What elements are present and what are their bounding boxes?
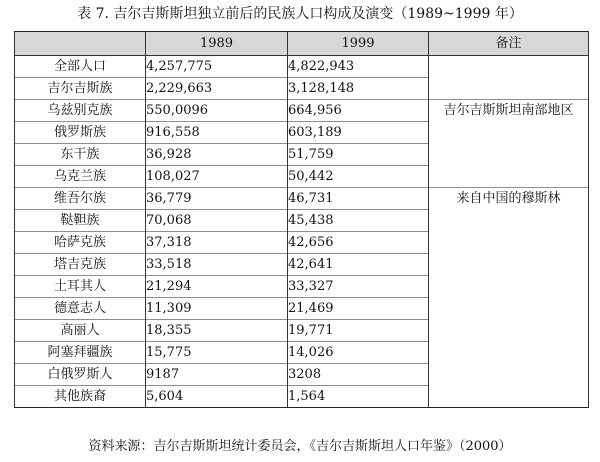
table-row [15,78,589,100]
ethnic-group-name: 乌兹别克族 [15,100,146,122]
population-1999: 45,438 [288,210,429,232]
population-1999: 3208 [288,364,429,386]
population-1989: 21,294 [146,276,288,298]
ethnic-group-name: 维吾尔族 [15,188,146,210]
population-1999: 664,956 [288,100,429,122]
population-1989: 916,558 [146,122,288,144]
note-cell: 吉尔吉斯斯坦南部地区 [429,100,589,122]
population-1989: 550,0096 [146,100,288,122]
ethnic-group-name: 土耳其人 [15,276,146,298]
population-1999: 603,189 [288,122,429,144]
note-cell [429,320,589,342]
table-row [15,122,589,144]
population-1989: 11,309 [146,298,288,320]
ethnic-group-name: 其他族裔 [15,386,146,408]
note-cell [429,276,589,298]
population-1999: 46,731 [288,188,429,210]
note-cell [429,232,589,254]
ethnic-group-name: 乌克兰族 [15,166,146,188]
source-note: 资料来源：吉尔吉斯斯坦统计委员会，《吉尔吉斯斯坦人口年鉴》（2000） [88,439,512,454]
note-cell [429,166,589,188]
table-row [15,188,589,210]
population-1989: 37,318 [146,232,288,254]
table-header [15,32,589,56]
header-row [15,32,589,56]
table-row [15,298,589,320]
note-cell [429,144,589,166]
table-row [15,100,589,122]
note-cell [429,78,589,100]
header-ethnicity [15,32,146,56]
table-row [15,276,589,298]
table-row [15,254,589,276]
population-table [14,31,589,408]
population-1989: 4,257,775 [146,56,288,78]
population-1999: 50,442 [288,166,429,188]
population-1999: 33,327 [288,276,429,298]
population-1989: 33,518 [146,254,288,276]
header-1989: 1989 [146,32,288,56]
note-cell [429,122,589,144]
note-cell [429,342,589,364]
table-caption: 表 7. 吉尔吉斯斯坦独立前后的民族人口构成及演变（1989~1999 年） [77,6,523,22]
ethnic-group-name: 塔吉克族 [15,254,146,276]
population-1999: 14,026 [288,342,429,364]
note-cell [429,254,589,276]
population-1989: 36,779 [146,188,288,210]
population-1989: 36,928 [146,144,288,166]
population-1999: 51,759 [288,144,429,166]
table-row [15,166,589,188]
ethnic-group-name: 白俄罗斯人 [15,364,146,386]
population-1999: 19,771 [288,320,429,342]
table-row [15,232,589,254]
table-row [15,342,589,364]
population-1989: 5,604 [146,386,288,408]
note-cell [429,386,589,408]
population-1999: 3,128,148 [288,78,429,100]
header-note: 备注 [429,32,589,56]
note-cell [429,298,589,320]
table-row [15,320,589,342]
ethnic-group-name: 东干族 [15,144,146,166]
header-1999: 1999 [288,32,429,56]
population-1989: 70,068 [146,210,288,232]
table-row [15,364,589,386]
table-row [15,144,589,166]
ethnic-group-name: 全部人口 [15,56,146,78]
population-1999: 42,641 [288,254,429,276]
note-cell [429,364,589,386]
ethnic-group-name: 高丽人 [15,320,146,342]
ethnic-group-name: 吉尔吉斯族 [15,78,146,100]
population-1999: 42,656 [288,232,429,254]
population-1989: 15,775 [146,342,288,364]
table-body [15,56,589,408]
ethnic-group-name: 德意志人 [15,298,146,320]
population-1989: 108,027 [146,166,288,188]
ethnic-group-name: 哈萨克族 [15,232,146,254]
note-cell [429,210,589,232]
population-1989: 18,355 [146,320,288,342]
population-1989: 2,229,663 [146,78,288,100]
ethnic-group-name: 阿塞拜疆族 [15,342,146,364]
table-row [15,210,589,232]
population-1989: 9187 [146,364,288,386]
table-row [15,56,589,78]
note-cell: 来自中国的穆斯林 [429,188,589,210]
population-1999: 4,822,943 [288,56,429,78]
note-cell [429,56,589,78]
ethnic-group-name: 俄罗斯族 [15,122,146,144]
population-1999: 1,564 [288,386,429,408]
ethnic-group-name: 鞑靼族 [15,210,146,232]
population-1999: 21,469 [288,298,429,320]
table-row [15,386,589,408]
